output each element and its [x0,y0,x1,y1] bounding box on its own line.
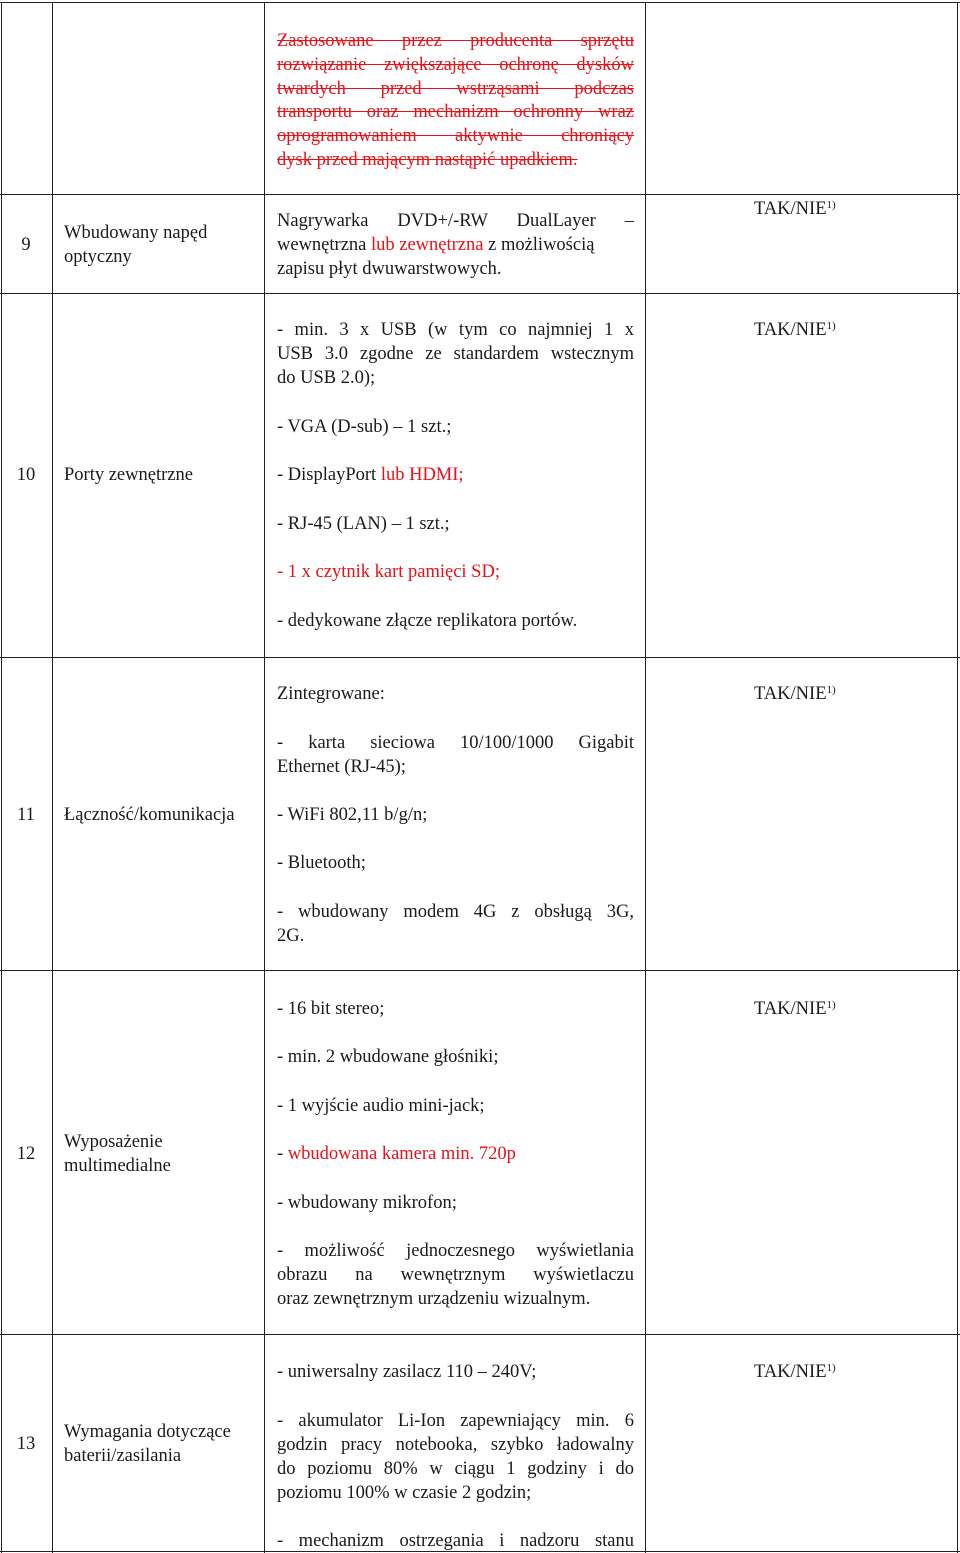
feature-name: multimedialne [64,1156,171,1176]
spec-line: - min. 3 x USB (w tym co najmniej 1 x [277,320,634,340]
spec-line: - wbudowana kamera min. 720p [277,1144,516,1164]
compliance-field: TAK/NIE$^{1)}$ [754,320,836,340]
row-border [0,970,960,971]
spec-line: 2G. [277,926,305,946]
spec-line: - DisplayPort lub HDMI; [277,465,464,485]
spec-line: - WiFi 802,11 b/g/n; [277,805,428,825]
footnote-marker: 1) [826,199,836,211]
compliance-field: TAK/NIE$^{1)}$ [754,999,836,1019]
footnote-marker: 1) [826,684,836,696]
spec-line: poziomu 100% w czasie 2 godzin; [277,1483,532,1503]
spec-line: - RJ-45 (LAN) – 1 szt.; [277,514,450,534]
spec-line: - 1 x czytnik kart pamięci SD; [277,562,500,582]
spec-line: oraz zewnętrznym urządzeniu wizualnym. [277,1289,591,1309]
row-number: 9 [21,235,31,255]
column-border [957,2,958,1553]
spec-line: do USB 2.0); [277,368,376,388]
row-border [0,1334,960,1335]
compliance-field: TAK/NIE$^{1)}$ [754,684,836,704]
column-border [645,2,646,1553]
compliance-field: TAK/NIE$^{1)}$ [754,199,836,219]
strike-line: dysk przed mającym nastąpić upadkiem. [277,150,578,170]
red-highlight: wbudowana kamera min. 720p [287,1144,516,1164]
spec-line: obrazu na wewnętrznym wyświetlaczu [277,1265,634,1285]
spec-line: Nagrywarka DVD+/-RW DualLayer – [277,211,634,231]
spec-line: - mechanizm ostrzegania i nadzoru stanu [277,1531,634,1551]
strike-line: transportu oraz mechanizm ochronny wraz [277,102,634,122]
feature-name: Łączność/komunikacja [64,805,235,825]
row-number: 12 [16,1144,36,1164]
spec-line: - dedykowane złącze replikatora portów. [277,611,578,631]
strike-line: Zastosowane przez producenta sprzętu [277,31,634,51]
spec-line: Zintegrowane: [277,684,385,704]
row-number: 10 [16,465,36,485]
row-border [0,2,960,3]
red-highlight: lub HDMI; [380,465,464,485]
column-border [52,2,53,1553]
spec-line: - możliwość jednoczesnego wyświetlania [277,1241,634,1261]
spec-line: - min. 2 wbudowane głośniki; [277,1047,499,1067]
spec-line: - VGA (D-sub) – 1 szt.; [277,417,452,437]
spec-line: godzin pracy notebooka, szybko ładowalny [277,1435,634,1455]
spec-line: zapisu płyt dwuwarstwowych. [277,259,502,279]
spec-line: - wbudowany mikrofon; [277,1193,457,1213]
spec-line: - wbudowany modem 4G z obsługą 3G, [277,902,634,922]
feature-name: optyczny [64,247,132,267]
feature-name: Porty zewnętrzne [64,465,193,485]
spec-line: - akumulator Li-Ion zapewniający min. 6 [277,1411,634,1431]
row-number: 11 [17,805,35,825]
strike-line: twardych przed wstrząsami podczas [277,79,634,99]
spec-line: - uniwersalny zasilacz 110 – 240V; [277,1362,537,1382]
row-border [0,657,960,658]
spec-line: USB 3.0 zgodne ze standardem wstecznym [277,344,634,364]
red-highlight: lub zewnętrzna [371,235,484,255]
spec-line: wewnętrzna lub zewnętrzna z możliwością [277,235,595,255]
row-number: 13 [16,1434,36,1454]
compliance-field: TAK/NIE$^{1)}$ [754,1362,836,1382]
spec-line: - 16 bit stereo; [277,999,385,1019]
strike-line: oprogramowaniem aktywnie chroniący [277,126,634,146]
column-border [264,2,265,1553]
footnote-marker: 1) [826,320,836,332]
strike-line: rozwiązanie zwiększające ochronę dysków [277,55,634,75]
feature-name: Wbudowany napęd [64,223,208,243]
spec-line: - karta sieciowa 10/100/1000 Gigabit [277,733,634,753]
spec-line: - 1 wyjście audio mini-jack; [277,1096,485,1116]
feature-name: Wymagania dotyczące [64,1422,231,1442]
spec-line: Ethernet (RJ-45); [277,757,406,777]
spec-line: do poziomu 80% w ciągu 1 godziny i do [277,1459,634,1479]
row-border [0,293,960,294]
footnote-marker: 1) [826,1362,836,1374]
feature-name: Wyposażenie [64,1132,163,1152]
row-border [0,194,960,195]
spec-line: - Bluetooth; [277,853,366,873]
feature-name: baterii/zasilania [64,1446,182,1466]
footnote-marker: 1) [826,999,836,1011]
